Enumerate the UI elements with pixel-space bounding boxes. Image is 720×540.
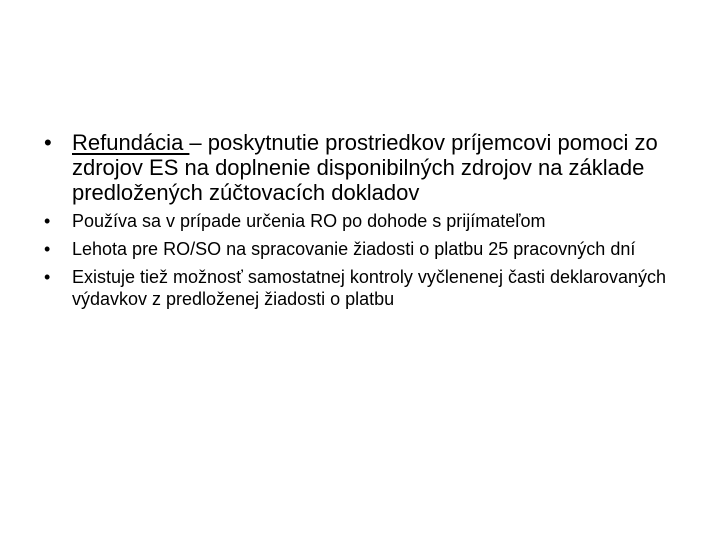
bullet-dot: • (44, 211, 51, 231)
bullet-dot: • (44, 239, 51, 259)
bullet-text: Lehota pre RO/SO na spracovanie žiadosti o platbu 25 pracovných dní (72, 239, 636, 259)
bullet-list (44, 130, 684, 316)
bullet-dot: • (44, 130, 52, 155)
bullet-term: Refundácia (72, 130, 190, 155)
bullet-dot: • (44, 267, 51, 287)
bullet-item-pouziva (44, 210, 684, 232)
bullet-text: Používa sa v prípade určenia RO po dohode s prijímateľom (72, 211, 546, 231)
bullet-item-kontrola (44, 266, 684, 310)
bullet-item-lehota (44, 238, 684, 260)
bullet-item-refundacia (44, 130, 684, 205)
bullet-text: – poskytnutie prostriedkov príjemcovi pomoci zo zdrojov ES na doplnenie disponibilných zdrojov na základe predložených zúčtovacích dokladov (72, 130, 658, 205)
bullet-text: Existuje tiež možnosť samostatnej kontroly vyčlenenej časti deklarovaných výdavkov z predloženej žiadosti o platbu (72, 267, 667, 309)
